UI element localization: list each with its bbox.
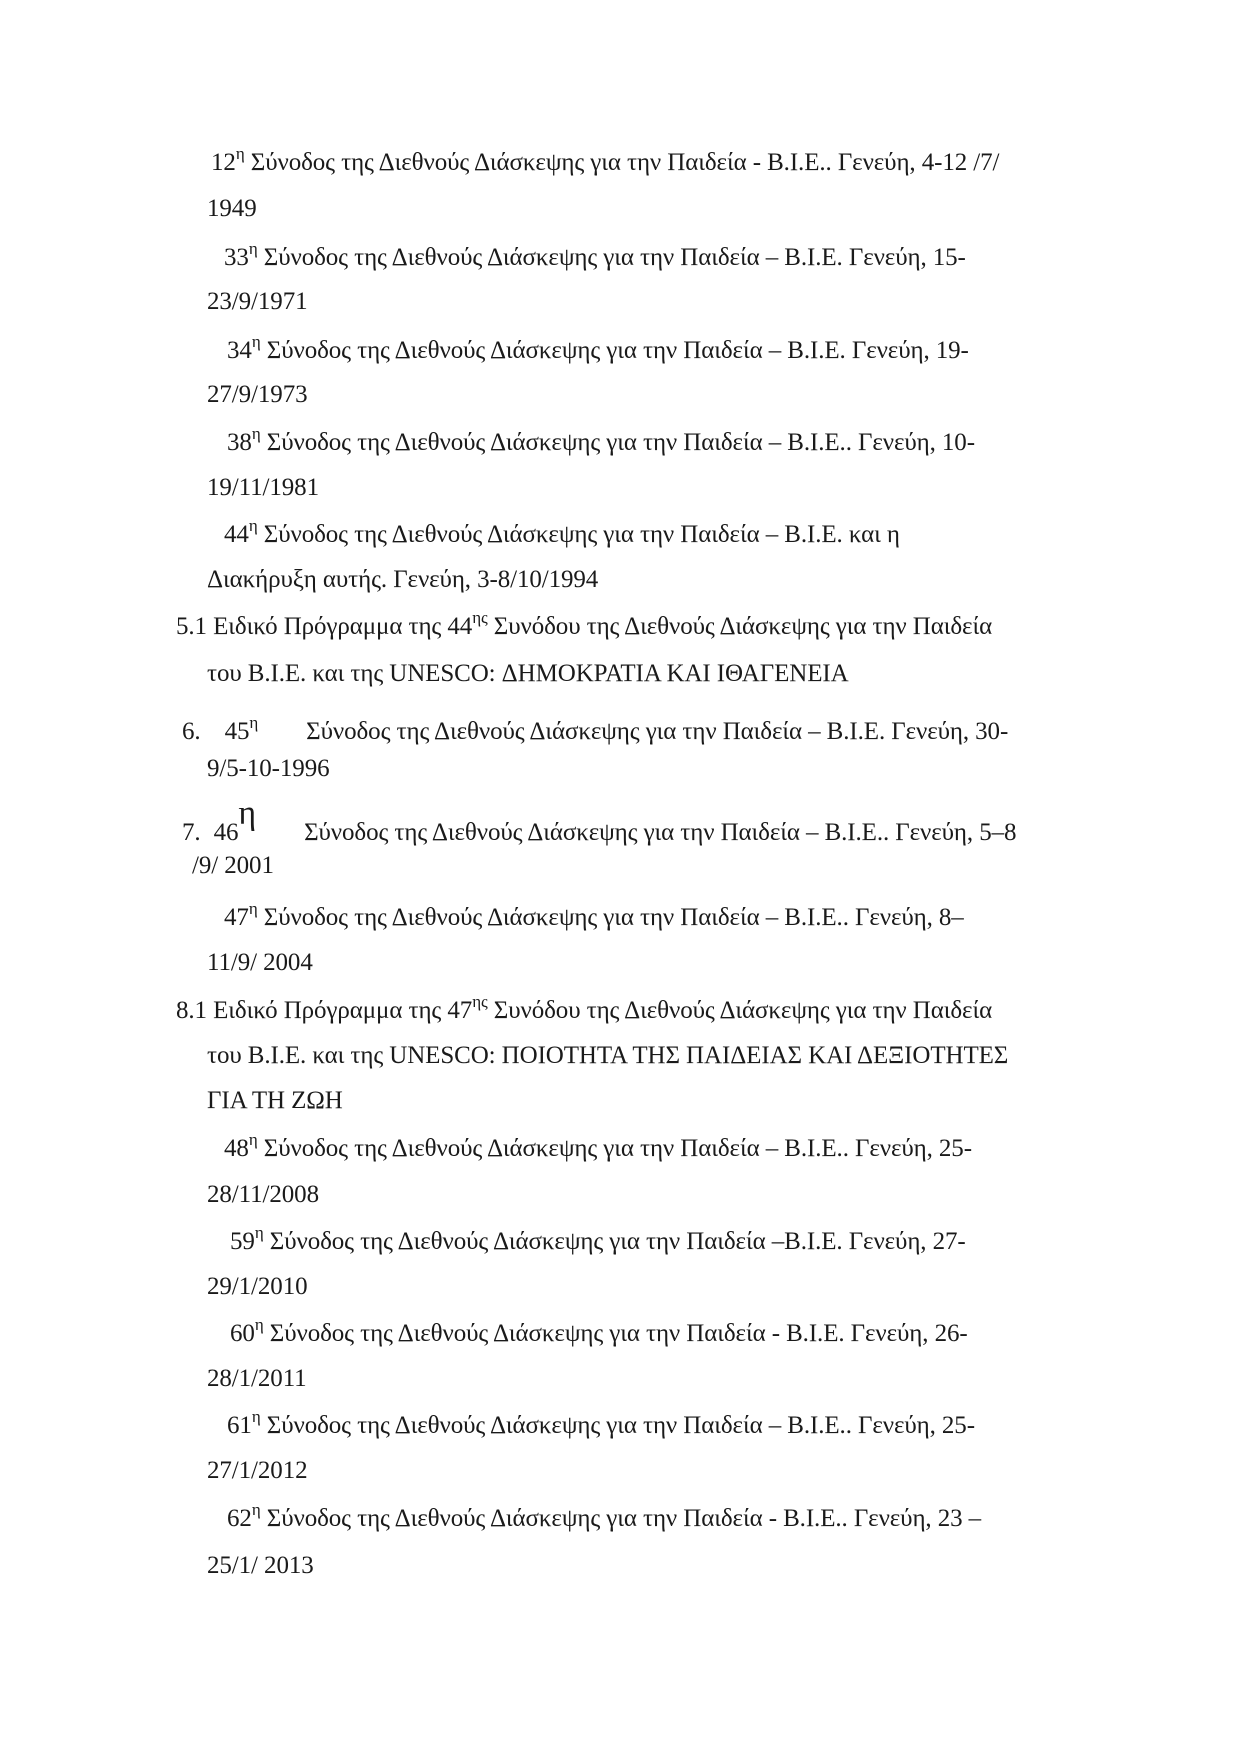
entry-date: 29/1/2010 (207, 1273, 308, 1300)
entry-date: 28/1/2011 (207, 1365, 307, 1392)
entry-47-line-1 (224, 899, 964, 933)
ordinal-suffix: η (249, 713, 259, 732)
entry-text: Συνόδου της Διεθνούς Διάσκεψης για την Παιδεία (493, 613, 993, 640)
entry-date: /9/ 2001 (192, 852, 274, 879)
ordinal-suffix: η (251, 332, 261, 351)
entry-7-line-1 (182, 795, 1017, 848)
entry-text: Σύνοδος της Διεθνούς Διάσκεψης για την Παιδεία –Β.Ι.Ε. Γενεύη, 27- (269, 1228, 966, 1255)
ordinal-suffix: η (235, 144, 245, 163)
entry-date: 9/5-10-1996 (207, 755, 330, 782)
ordinal-suffix: η (248, 516, 258, 535)
entry-text: Σύνοδος της Διεθνούς Διάσκεψης για την Παιδεία - Β.Ι.Ε.. Γενεύη, 4-12 /7/ (250, 149, 1000, 176)
entry-60-line-2 (207, 1364, 307, 1394)
session-number: 12 (211, 149, 236, 176)
entry-44-line-2 (207, 565, 598, 595)
list-marker: 6. (182, 718, 201, 745)
ordinal-suffix: η (254, 1315, 264, 1334)
session-number: 47 (224, 904, 249, 931)
entry-48-line-2 (207, 1180, 319, 1210)
entry-text: Σύνοδος της Διεθνούς Διάσκεψης για την Παιδεία – Β.Ι.Ε.. Γενεύη, 10- (266, 429, 975, 456)
list-marker: 7. (182, 819, 201, 846)
entry-7-line-2 (192, 851, 274, 881)
entry-date: 28/11/2008 (207, 1181, 319, 1208)
session-number: 60 (230, 1320, 255, 1347)
entry-text: Σύνοδος της Διεθνούς Διάσκεψης για την Παιδεία – Β.Ι.Ε. Γενεύη, 15- (263, 244, 966, 271)
entry-59-line-1 (230, 1223, 966, 1257)
session-number: 44 (224, 521, 249, 548)
entry-text: Σύνοδος της Διεθνούς Διάσκεψης για την Παιδεία – Β.Ι.Ε. Γενεύη, 30- (306, 718, 1009, 745)
entry-59-line-2 (207, 1272, 308, 1302)
ordinal-suffix: η (251, 1500, 261, 1519)
entry-6-line-1 (182, 713, 1009, 747)
entry-61-line-2 (207, 1456, 308, 1486)
session-number: 46 (213, 819, 239, 846)
session-number: 34 (227, 337, 252, 364)
entry-text: Σύνοδος της Διεθνούς Διάσκεψης για την Παιδεία – Β.Ι.Ε. Γενεύη, 19- (266, 337, 969, 364)
entry-text: Σύνοδος της Διεθνούς Διάσκεψης για την Παιδεία – Β.Ι.Ε.. Γενεύη, 5–8 (304, 819, 1017, 846)
ordinal-suffix: η (238, 795, 257, 832)
entry-text: Σύνοδος της Διεθνούς Διάσκεψης για την Παιδεία – Β.Ι.Ε.. Γενεύη, 25- (263, 1135, 972, 1162)
entry-8-1-line-3 (207, 1086, 343, 1116)
entry-38-line-1 (227, 424, 975, 458)
entry-34-line-2 (207, 380, 308, 410)
entry-prefix: 8.1 Ειδικό Πρόγραμμα της 47 (176, 997, 473, 1024)
entry-text: Σύνοδος της Διεθνούς Διάσκεψης για την Παιδεία – Β.Ι.Ε.. Γενεύη, 25- (266, 1412, 975, 1439)
entry-text-continued: του Β.Ι.Ε. και της UNESCO: ΠΟΙΟΤΗΤΑ ΤΗΣ ΠΑΙΔΕΙΑΣ ΚΑΙ ΔΕΞΙΟΤΗΤΕΣ (207, 1042, 1009, 1069)
entry-date: 19/11/1981 (207, 474, 319, 501)
entry-5-1-line-1 (176, 608, 993, 642)
session-number: 61 (227, 1412, 252, 1439)
entry-33-line-2 (207, 287, 308, 317)
entry-5-1-line-2 (207, 659, 849, 689)
entry-44-line-1 (224, 516, 900, 550)
entry-60-line-1 (230, 1315, 968, 1349)
entry-date: 23/9/1971 (207, 288, 308, 315)
session-number: 45 (224, 718, 250, 745)
entry-12-line-1 (211, 144, 1000, 178)
entry-date: 25/1/ 2013 (207, 1552, 314, 1579)
entry-62-line-1 (227, 1500, 982, 1534)
entry-38-line-2 (207, 473, 319, 503)
entry-text: Σύνοδος της Διεθνούς Διάσκεψης για την Παιδεία – Β.Ι.Ε. και η (263, 521, 900, 548)
entry-text-continued: του Β.Ι.Ε. και της UNESCO: ΔΗΜΟΚΡΑΤΙΑ ΚΑΙ ΙΘΑΓΕΝΕΙΑ (207, 660, 849, 687)
ordinal-suffix: ης (472, 992, 488, 1011)
entry-48-line-1 (224, 1130, 972, 1164)
entry-text: Σύνοδος της Διεθνούς Διάσκεψης για την Παιδεία - Β.Ι.Ε.. Γενεύη, 23 – (266, 1505, 982, 1532)
ordinal-suffix: η (251, 424, 261, 443)
entry-6-line-2 (207, 754, 330, 784)
entry-33-line-1 (224, 239, 966, 273)
entry-text-continued: ΓΙΑ ΤΗ ΖΩΗ (207, 1087, 343, 1114)
session-number: 38 (227, 429, 252, 456)
ordinal-suffix: η (248, 899, 258, 918)
ordinal-suffix: η (248, 239, 258, 258)
entry-date: 11/9/ 2004 (207, 949, 313, 976)
ordinal-suffix: ης (472, 608, 488, 627)
ordinal-suffix: η (248, 1130, 258, 1149)
session-number: 59 (230, 1228, 255, 1255)
entry-8-1-line-2 (207, 1041, 1008, 1071)
entry-47-line-2 (207, 948, 313, 978)
entry-text: Σύνοδος της Διεθνούς Διάσκεψης για την Παιδεία – Β.Ι.Ε.. Γενεύη, 8– (263, 904, 964, 931)
session-number: 33 (224, 244, 249, 271)
entry-61-line-1 (227, 1407, 975, 1441)
ordinal-suffix: η (251, 1407, 261, 1426)
entry-text-continued: Διακήρυξη αυτής. Γενεύη, 3-8/10/1994 (207, 566, 599, 593)
entry-12-line-2 (207, 194, 257, 224)
entry-8-1-line-1 (176, 992, 993, 1026)
entry-date: 1949 (207, 195, 257, 222)
entry-34-line-1 (227, 332, 969, 366)
entry-text: Συνόδου της Διεθνούς Διάσκεψης για την Παιδεία (493, 997, 993, 1024)
session-number: 62 (227, 1505, 252, 1532)
entry-date: 27/9/1973 (207, 381, 308, 408)
entry-62-line-2 (207, 1551, 314, 1581)
entry-text: Σύνοδος της Διεθνούς Διάσκεψης για την Παιδεία - Β.Ι.Ε. Γενεύη, 26- (269, 1320, 968, 1347)
session-number: 48 (224, 1135, 249, 1162)
ordinal-suffix: η (254, 1223, 264, 1242)
entry-date: 27/1/2012 (207, 1457, 308, 1484)
entry-prefix: 5.1 Ειδικό Πρόγραμμα της 44 (176, 613, 473, 640)
